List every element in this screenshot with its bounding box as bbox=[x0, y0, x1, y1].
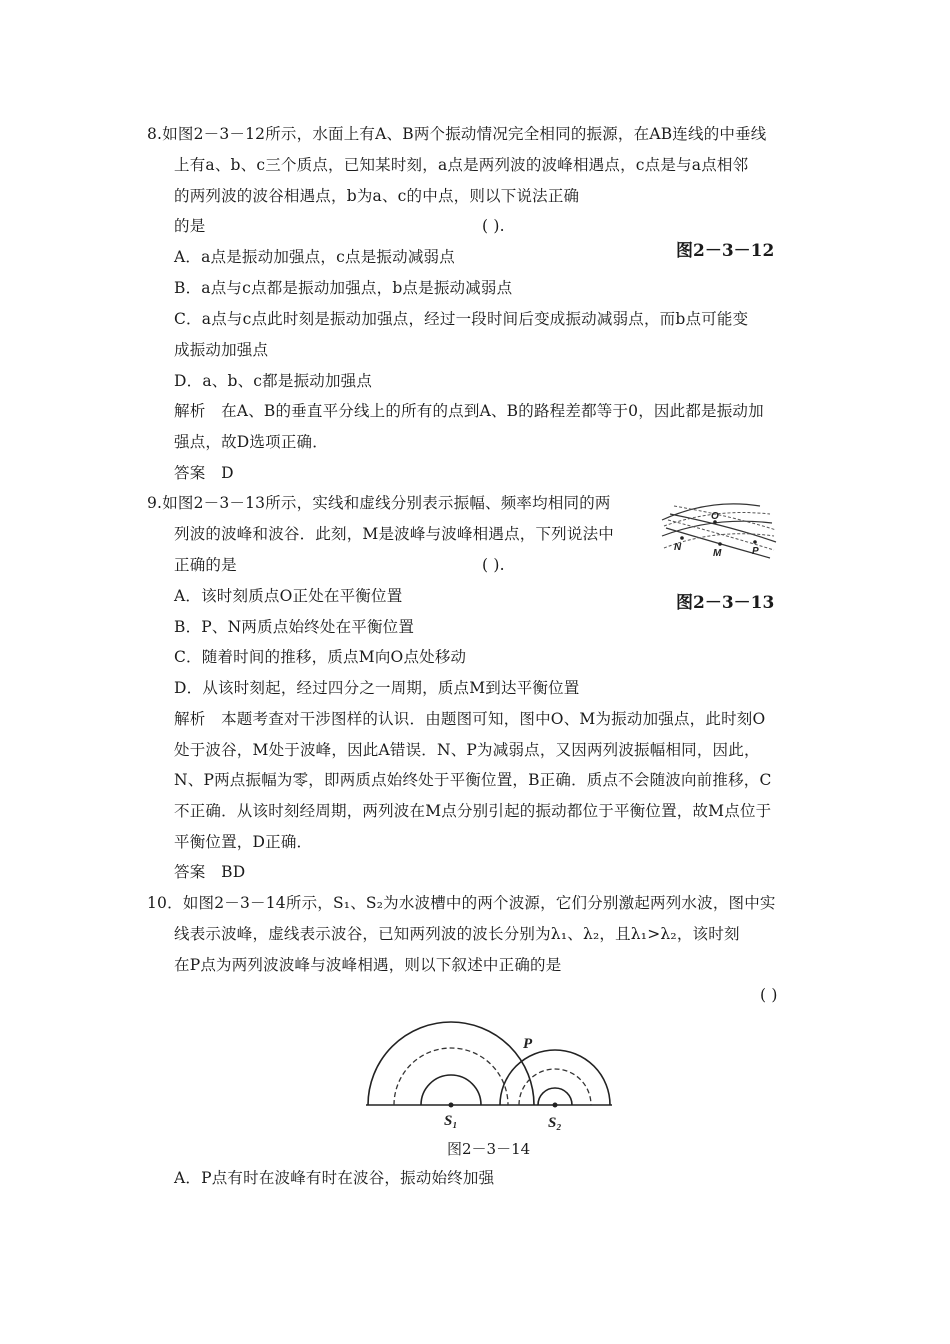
q10-s2-crest-outer bbox=[500, 1050, 610, 1105]
q9-crest-line-2 bbox=[662, 521, 772, 536]
q10-s2-trough bbox=[519, 1069, 591, 1105]
q8-line-2: 上有a、b、c三个质点，已知某时刻，a点是两列波的波峰相遇点，c点是与a点相邻 bbox=[174, 156, 749, 174]
q10-figure-caption: 图2－3－14 bbox=[447, 1140, 531, 1158]
q9-line-1: 9.如图2－3－13所示，实线和虚线分别表示振幅、频率均相同的两 bbox=[147, 494, 611, 512]
q9-interference-figure bbox=[660, 498, 778, 570]
q9-analysis-line-5: 平衡位置，D正确． bbox=[174, 833, 313, 851]
q10-source-s2-dot bbox=[553, 1103, 558, 1108]
q10-line-3: 在P点为两列波波峰与波峰相遇，则以下叙述中正确的是 bbox=[174, 956, 562, 974]
q10-s2-crest-inner bbox=[538, 1088, 572, 1105]
q8-answer-paren: ( ). bbox=[482, 217, 505, 235]
q10-s1-trough bbox=[394, 1048, 508, 1105]
q8-analysis-line-2: 强点，故D选项正确． bbox=[174, 433, 328, 451]
q8-option-d: D．a、b、c都是振动加强点 bbox=[174, 372, 373, 390]
q8-line-1: 8.如图2－3－12所示，水面上有A、B两个振动情况完全相同的振源，在AB连线的中垂线 bbox=[147, 125, 767, 143]
q10-label-s2: S₂ bbox=[548, 1115, 562, 1131]
q10-line-1: 10．如图2－3－14所示，S₁、S₂为水波槽中的两个波源，它们分别激起两列水波，图中实 bbox=[147, 894, 776, 912]
q8-answer: 答案 D bbox=[174, 464, 234, 482]
q9-option-a: A．该时刻质点O正处在平衡位置 bbox=[174, 587, 403, 605]
q9-line-2: 列波的波峰和波谷．此刻，M是波峰与波峰相遇点，下列说法中 bbox=[174, 525, 614, 543]
q9-point-m bbox=[718, 542, 722, 546]
q9-point-n bbox=[680, 536, 684, 540]
q9-label-n: N bbox=[674, 542, 682, 553]
q9-label-o: O bbox=[711, 511, 719, 522]
q9-analysis-line-2: 处于波谷，M处于波峰，因此A错误．N、P为减弱点，又因两列波振幅相同，因此， bbox=[174, 741, 760, 759]
q10-source-s1-dot bbox=[449, 1103, 454, 1108]
q9-line-3: 正确的是 bbox=[174, 556, 237, 574]
q10-label-s1: S₁ bbox=[444, 1113, 458, 1129]
q10-option-a: A．P点有时在波峰有时在波谷，振动始终加强 bbox=[174, 1169, 495, 1187]
q9-label-m: M bbox=[713, 548, 722, 559]
q8-analysis-line-1: 解析 在A、B的垂直平分线上的所有的点到A、B的路程差都等于0，因此都是振动加 bbox=[174, 402, 764, 420]
q10-s1-crest-outer bbox=[368, 1022, 534, 1105]
q10-label-p: P bbox=[523, 1036, 533, 1052]
q9-answer: 答案 BD bbox=[174, 863, 246, 881]
q8-option-b: B．a点与c点都是振动加强点，b点是振动减弱点 bbox=[174, 279, 513, 297]
q9-option-c: C．随着时间的推移，质点M向O点处移动 bbox=[174, 648, 467, 666]
q9-label-p: P bbox=[752, 546, 759, 557]
q9-figure-caption: 图2－3－13 bbox=[676, 593, 775, 613]
q8-option-a: A．a点是振动加强点，c点是振动减弱点 bbox=[174, 248, 455, 266]
q10-wave-figure bbox=[360, 1015, 620, 1135]
q9-option-b: B．P、N两质点始终处在平衡位置 bbox=[174, 618, 415, 636]
q8-option-c-line-2: 成振动加强点 bbox=[174, 341, 269, 359]
q10-answer-paren: ( ) bbox=[760, 986, 778, 1004]
q10-line-2: 线表示波峰，虚线表示波谷，已知两列波的波长分别为λ₁、λ₂，且λ₁>λ₂，该时刻 bbox=[174, 925, 740, 943]
q9-point-p bbox=[753, 540, 757, 544]
q10-s1-crest-inner bbox=[421, 1075, 481, 1105]
q8-option-c-line-1: C．a点与c点此时刻是振动加强点，经过一段时间后变成振动减弱点，而b点可能变 bbox=[174, 310, 749, 328]
q9-analysis-line-3: N、P两点振幅为零，即两质点始终处于平衡位置，B正确．质点不会随波向前推移，C bbox=[174, 771, 772, 789]
q8-line-4: 的是 bbox=[174, 217, 206, 235]
q9-answer-paren: ( ). bbox=[482, 556, 505, 574]
q9-option-d: D．从该时刻起，经过四分之一周期，质点M到达平衡位置 bbox=[174, 679, 580, 697]
q9-analysis-line-4: 不正确．从该时刻经周期，两列波在M点分别引起的振动都位于平衡位置，故M点位于 bbox=[174, 802, 772, 820]
q9-analysis-line-1: 解析 本题考查对干涉图样的认识．由题图可知，图中O、M为振动加强点，此时刻O bbox=[174, 710, 766, 728]
q8-line-3: 的两列波的波谷相遇点，b为a、c的中点，则以下说法正确 bbox=[174, 187, 580, 205]
q8-figure-caption: 图2－3－12 bbox=[676, 241, 775, 261]
